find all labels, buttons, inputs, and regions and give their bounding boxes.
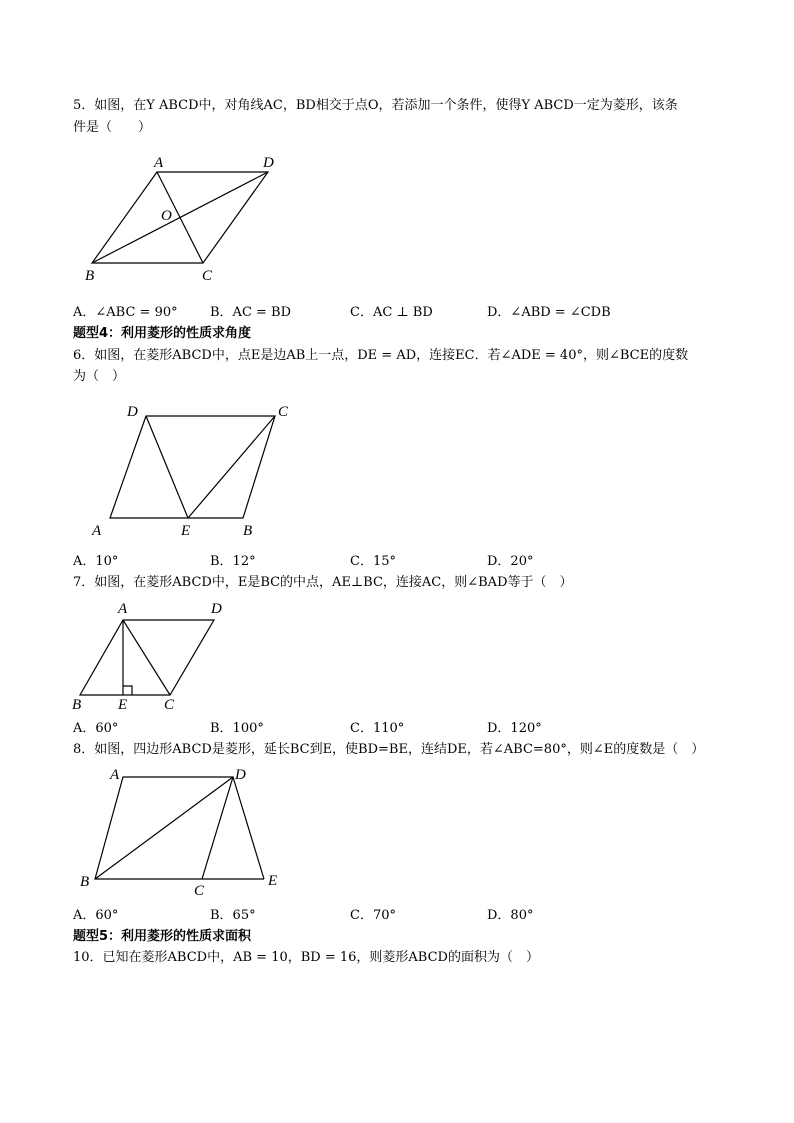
q5-stem-line1: 5．如图，在Y ABCD中，对角线AC，BD相交于点O，若添加一个条件，使得Y ABCD一定为菱形，该条 xyxy=(73,98,678,113)
q6-label-D: D xyxy=(127,404,138,420)
q6-label-E: E xyxy=(181,523,191,539)
section-heading-4: 题型4：利用菱形的性质求角度 xyxy=(73,326,252,341)
q5-label-B: B xyxy=(85,268,95,284)
q7-label-A: A xyxy=(118,601,128,617)
q6-stem-line2: 为（ ） xyxy=(73,369,126,384)
q8-label-C: C xyxy=(194,883,205,899)
q5-option-b: B．AC = BD xyxy=(210,305,292,320)
q6-stem-line1: 6．如图，在菱形ABCD中，点E是边AB上一点，DE = AD，连接EC．若∠ADE = 40°，则∠BCE的度数 xyxy=(73,348,689,363)
q5-label-A: A xyxy=(154,155,164,171)
q5-label-O: O xyxy=(161,208,172,224)
q7-label-C: C xyxy=(164,697,175,713)
q7-stem-line1: 7．如图，在菱形ABCD中，E是BC的中点，AE⊥BC，连接AC，则∠BAD等于（ ） xyxy=(73,575,573,590)
q8-stem-line1: 8．如图，四边形ABCD是菱形，延长BC到E，使BD=BE，连结DE，若∠ABC=80°，则∠E的度数是（ ） xyxy=(73,742,705,757)
q5-label-D: D xyxy=(263,155,274,171)
q8-option-a: A．60° xyxy=(73,908,119,923)
q5-stem-line2: 件是（ ） xyxy=(73,120,152,135)
q6-label-C: C xyxy=(278,404,289,420)
q8-option-d: D．80° xyxy=(487,908,534,923)
q7-option-d: D．120° xyxy=(487,721,542,736)
q7-option-a: A．60° xyxy=(73,721,119,736)
q7-label-E: E xyxy=(118,697,128,713)
q6-option-d: D．20° xyxy=(487,554,534,569)
q8-label-D: D xyxy=(235,767,246,783)
q6-label-B: B xyxy=(243,523,253,539)
q10-stem-line1: 10．已知在菱形ABCD中，AB = 10，BD = 16，则菱形ABCD的面积为（ ） xyxy=(73,950,539,965)
q5-option-d: D．∠ABD = ∠CDB xyxy=(487,305,611,320)
q8-option-b: B．65° xyxy=(210,908,256,923)
q8-label-B: B xyxy=(80,874,90,890)
q8-label-A: A xyxy=(110,767,120,783)
q6-label-A: A xyxy=(92,523,102,539)
q7-label-D: D xyxy=(211,601,222,617)
q7-label-B: B xyxy=(72,697,82,713)
q6-option-c: C．15° xyxy=(350,554,396,569)
q7-option-c: C．110° xyxy=(350,721,405,736)
q6-option-a: A．10° xyxy=(73,554,119,569)
q5-option-c: C．AC ⊥ BD xyxy=(350,305,433,320)
q7-option-b: B．100° xyxy=(210,721,264,736)
section-heading-5: 题型5：利用菱形的性质求面积 xyxy=(73,929,252,944)
q5-option-a: A．∠ABC = 90° xyxy=(73,305,178,320)
q6-option-b: B．12° xyxy=(210,554,256,569)
q5-label-C: C xyxy=(202,268,213,284)
q8-option-c: C．70° xyxy=(350,908,396,923)
q8-label-E: E xyxy=(268,873,278,889)
